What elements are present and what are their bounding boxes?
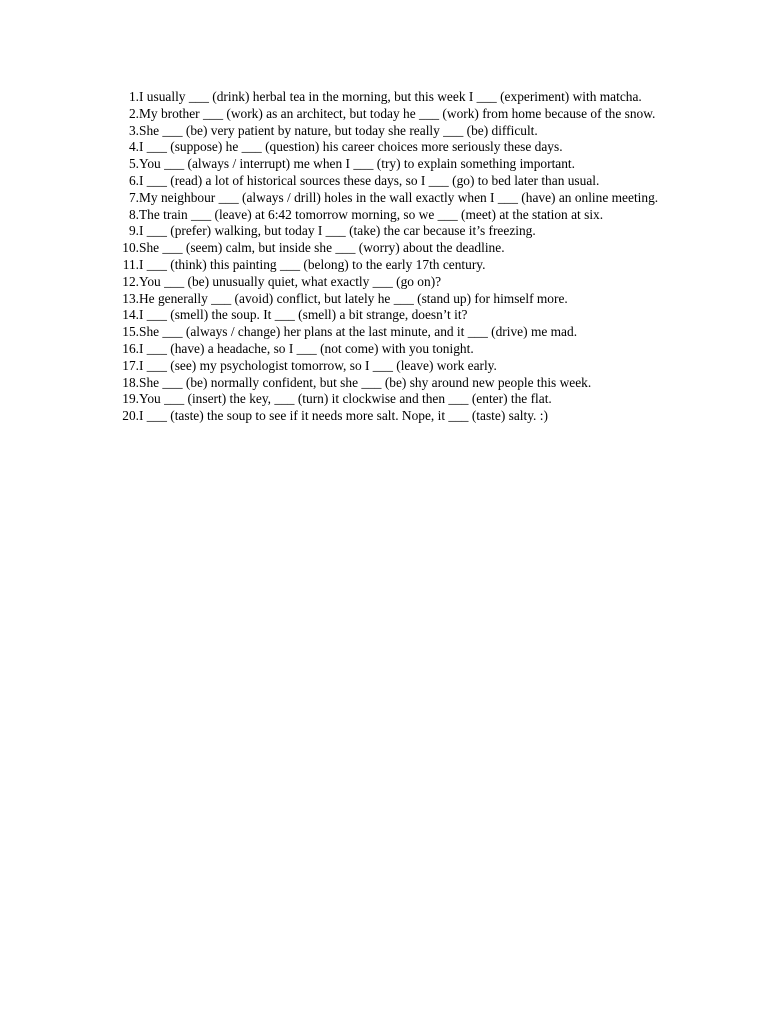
exercise-item-9	[108, 223, 680, 240]
item-text: He generally ___ (avoid) conflict, but lately he ___ (stand up) for himself more.	[139, 290, 568, 306]
item-text: She ___ (be) very patient by nature, but today she really ___ (be) difficult.	[139, 122, 538, 138]
exercise-item-15	[108, 324, 680, 341]
item-number: 3.	[128, 122, 139, 138]
item-number: 10.	[122, 240, 139, 256]
exercise-item-18	[108, 375, 680, 392]
item-text: I ___ (see) my psychologist tomorrow, so I ___ (leave) work early.	[139, 357, 497, 373]
exercise-item-12	[108, 274, 680, 291]
item-number: 18.	[122, 374, 139, 390]
item-number: 16.	[122, 340, 139, 356]
exercise-item-6	[108, 173, 680, 190]
item-number: 7.	[128, 189, 139, 205]
exercise-item-10	[108, 240, 680, 257]
exercise-item-2	[108, 106, 680, 123]
item-number: 8.	[128, 206, 139, 222]
item-number: 15.	[122, 324, 139, 340]
item-number: 13.	[122, 290, 139, 306]
exercise-item-11	[108, 257, 680, 274]
exercise-item-5	[108, 156, 680, 173]
exercise-item-16	[108, 341, 680, 358]
item-text: You ___ (be) unusually quiet, what exactly ___ (go on)?	[139, 273, 442, 289]
item-number: 2.	[128, 105, 139, 121]
item-number: 14.	[122, 307, 139, 323]
exercise-item-4	[108, 139, 680, 156]
item-text: My neighbour ___ (always / drill) holes in the wall exactly when I ___ (have) an online meeting.	[139, 189, 659, 205]
exercise-item-3	[108, 123, 680, 140]
item-text: I ___ (have) a headache, so I ___ (not come) with you tonight.	[139, 340, 474, 356]
exercise-item-14	[108, 307, 680, 324]
item-number: 17.	[122, 357, 139, 373]
item-text: I ___ (think) this painting ___ (belong) to the early 17th century.	[139, 256, 486, 272]
item-number: 19.	[122, 391, 139, 407]
item-text: You ___ (always / interrupt) me when I ___ (try) to explain something important.	[139, 156, 575, 172]
item-text: You ___ (insert) the key, ___ (turn) it clockwise and then ___ (enter) the flat.	[139, 391, 552, 407]
exercise-item-1	[108, 89, 680, 106]
exercise-item-8	[108, 207, 680, 224]
item-number: 11.	[122, 256, 139, 272]
item-text: I usually ___ (drink) herbal tea in the morning, but this week I ___ (experiment) with matcha.	[139, 89, 642, 104]
exercise-item-7	[108, 190, 680, 207]
exercise-item-13	[108, 291, 680, 308]
exercise-item-19	[108, 391, 680, 408]
item-number: 5.	[128, 156, 139, 172]
item-text: I ___ (smell) the soup. It ___ (smell) a bit strange, doesn’t it?	[139, 307, 468, 323]
item-text: She ___ (always / change) her plans at the last minute, and it ___ (drive) me mad.	[139, 324, 578, 340]
item-text: I ___ (read) a lot of historical sources these days, so I ___ (go) to bed later than usual.	[139, 172, 600, 188]
item-text: I ___ (taste) the soup to see if it needs more salt. Nope, it ___ (taste) salty. :)	[139, 408, 548, 424]
item-text: She ___ (be) normally confident, but she ___ (be) shy around new people this week.	[139, 374, 592, 390]
item-number: 4.	[128, 139, 139, 155]
item-number: 12.	[122, 273, 139, 289]
exercise-item-17	[108, 358, 680, 375]
item-text: My brother ___ (work) as an architect, but today he ___ (work) from home because of the snow.	[139, 105, 656, 121]
exercise-item-20	[108, 408, 680, 425]
exercise-list	[108, 89, 680, 425]
item-number: 1.	[128, 89, 139, 104]
item-number: 6.	[128, 172, 139, 188]
item-number: 9.	[128, 223, 139, 239]
item-text: I ___ (suppose) he ___ (question) his career choices more seriously these days.	[139, 139, 563, 155]
item-text: The train ___ (leave) at 6:42 tomorrow morning, so we ___ (meet) at the station at six.	[139, 206, 604, 222]
item-text: I ___ (prefer) walking, but today I ___ (take) the car because it’s freezing.	[139, 223, 536, 239]
item-text: She ___ (seem) calm, but inside she ___ (worry) about the deadline.	[139, 240, 505, 256]
item-number: 20.	[122, 408, 139, 424]
